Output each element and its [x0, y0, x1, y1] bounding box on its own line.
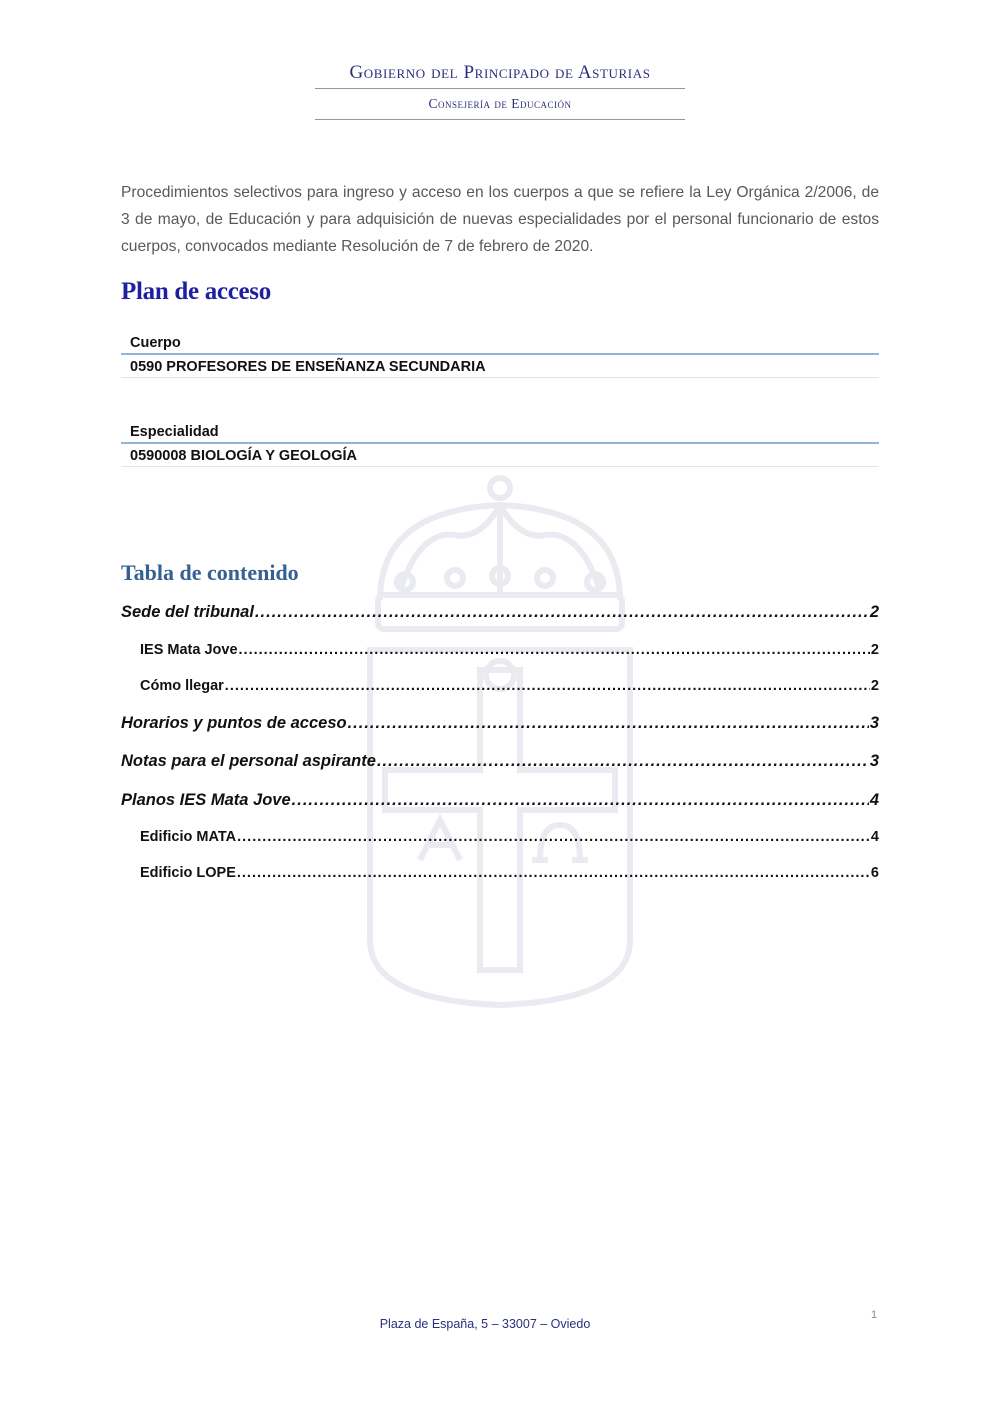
toc-entry-sede-del-tribunal[interactable]: Sede del tribunal ..... 2	[121, 603, 879, 622]
toc-page-number: 4	[870, 829, 879, 845]
dot-leader	[348, 714, 869, 733]
intro-paragraph: Procedimientos selectivos para ingreso y acceso en los cuerpos a que se refiere la Ley Orgánica 2/2006, de 3 de mayo, de Educación y para adquisición de nuevas especialidades por el personal funcionario de estos cuerpos, convocados mediante Resolución de 7 de febrero de 2020.	[121, 184, 879, 255]
toc-page-number: 4	[869, 791, 879, 809]
toc-entry-edificio-mata[interactable]: Edificio MATA ..... 4	[121, 829, 879, 845]
toc-entry-ies-mata-jove[interactable]: IES Mata Jove ..... 2	[121, 642, 879, 658]
department-name: Consejería de Educación	[315, 89, 685, 120]
toc-entry-como-llegar[interactable]: Cómo llegar ..... 2	[121, 678, 879, 694]
toc-entry-notas[interactable]: Notas para el personal aspirante ..... 3	[121, 752, 879, 771]
dot-leader	[237, 829, 870, 845]
toc-entry-horarios[interactable]: Horarios y puntos de acceso ..... 3	[121, 714, 879, 733]
dot-leader	[225, 678, 870, 694]
dot-leader	[377, 752, 869, 771]
dot-leader	[255, 603, 869, 622]
document-header	[315, 58, 685, 120]
page-number: 1	[871, 1309, 878, 1321]
coat-of-arms-watermark	[360, 470, 640, 1010]
especialidad-value: 0590008 BIOLOGÍA Y GEOLOGÍA	[121, 444, 879, 467]
especialidad-field	[121, 422, 879, 467]
toc-page-number: 2	[870, 678, 879, 694]
toc-page-number: 3	[869, 714, 879, 732]
toc-page-number: 3	[869, 752, 879, 770]
cuerpo-field	[121, 333, 879, 378]
especialidad-label: Especialidad	[121, 422, 879, 444]
toc-page-number: 2	[869, 603, 879, 621]
government-name: Gobierno del Principado de Asturias	[315, 58, 685, 89]
cuerpo-value: 0590 PROFESORES DE ENSEÑANZA SECUNDARIA	[121, 355, 879, 378]
plan-title: Plan de acceso	[121, 278, 271, 305]
toc-title: Tabla de contenido	[121, 560, 299, 585]
toc-page-number: 6	[870, 865, 879, 881]
dot-leader	[237, 865, 870, 881]
toc-page-number: 2	[870, 642, 879, 658]
footer-address: Plaza de España, 5 – 33007 – Oviedo	[379, 1317, 591, 1331]
toc-entry-edificio-lope[interactable]: Edificio LOPE ..... 6	[121, 865, 879, 881]
dot-leader	[292, 791, 869, 810]
cuerpo-label: Cuerpo	[121, 333, 879, 355]
dot-leader	[239, 642, 870, 658]
toc-entry-planos[interactable]: Planos IES Mata Jove ..... 4	[121, 791, 879, 810]
